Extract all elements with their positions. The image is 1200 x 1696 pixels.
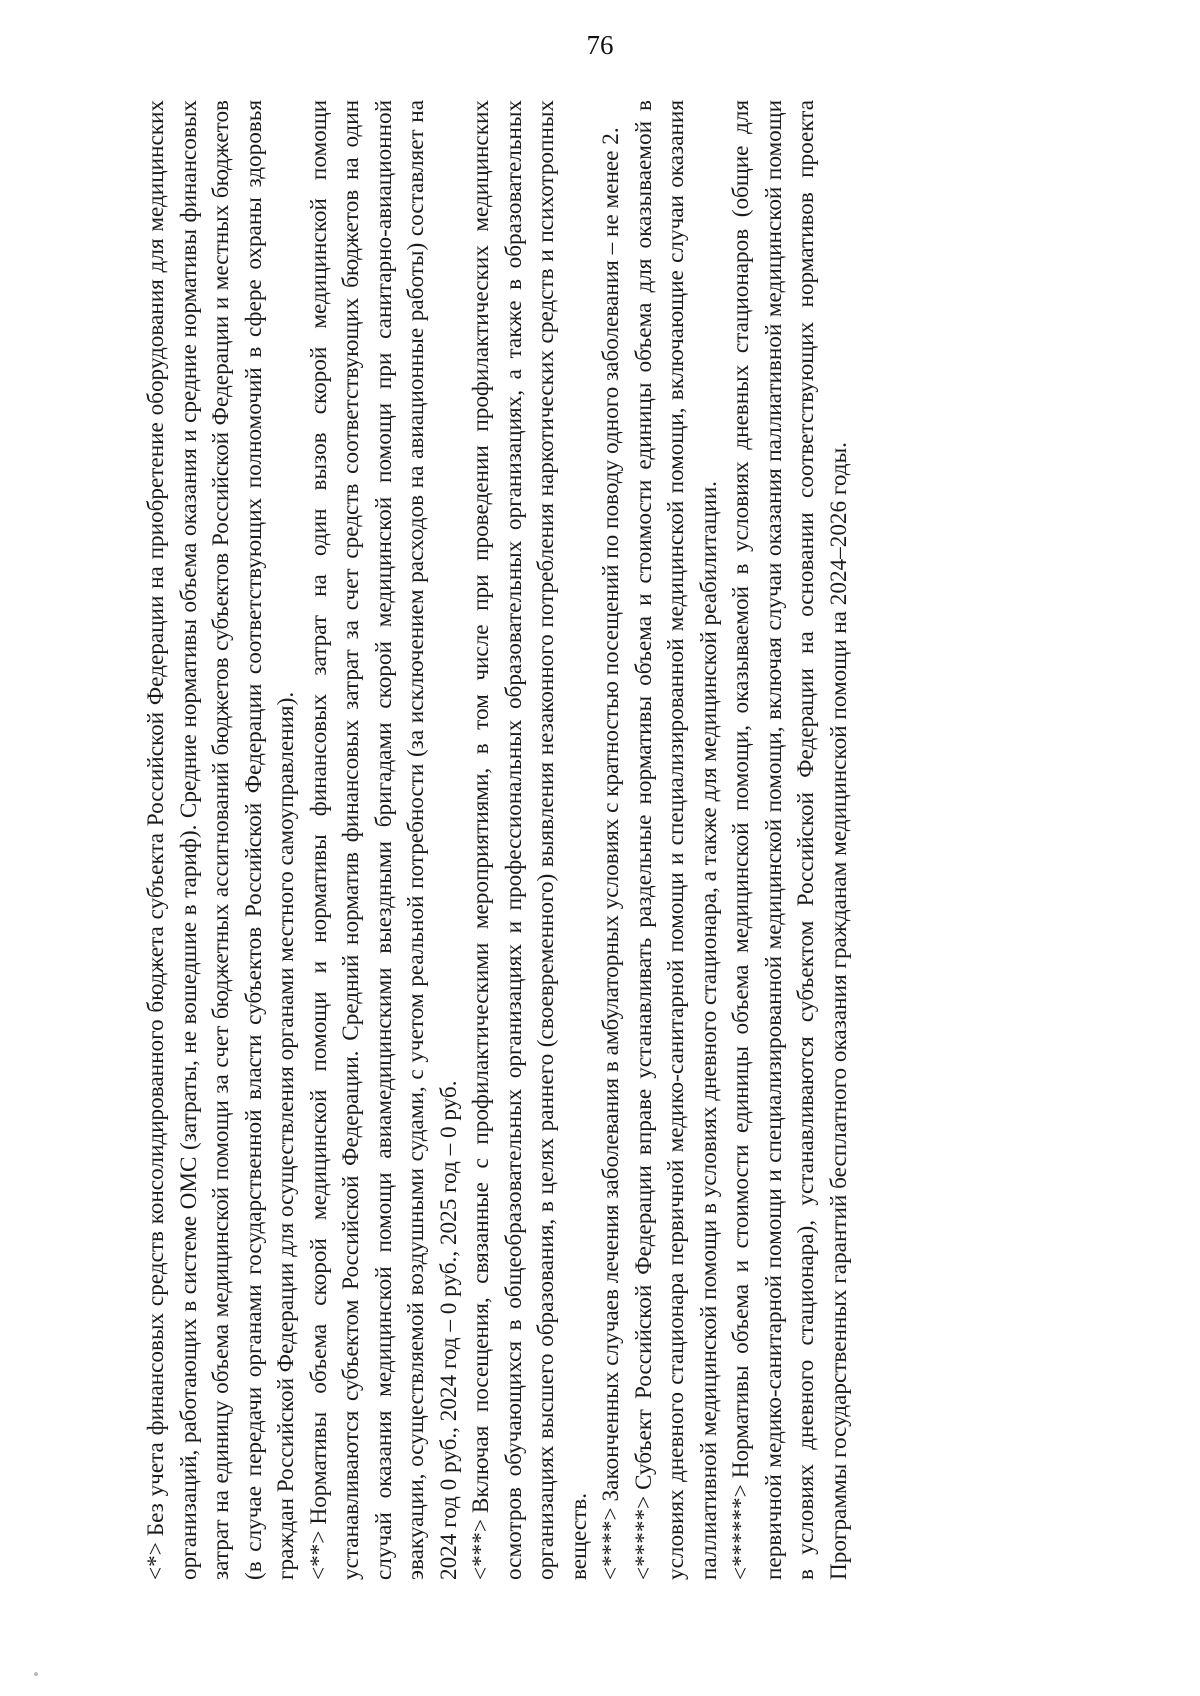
rotated-footnotes-block [140, 100, 1100, 1580]
footnote-marker: <*****> [630, 1495, 657, 1580]
footnote-marker: <******> [728, 1484, 754, 1580]
scan-speck [34, 1672, 38, 1676]
page-number: 76 [586, 30, 614, 60]
footnote-text: Нормативы объема скорой медицинской помощи и нормативы финансовых затрат на один вызов скорой медицинской помощи устанавливаются субъектом Российской Федерации. Средний норматив финансовых затрат за счет средств соответствующих бюджетов на один случай оказания медицинской помощи авиамедицинскими выездными бригадами скорой медицинской помощи при санитарно-авиационной эвакуации, осуществляемой воздушными судами, с учетом реальной потребности (за исключением расходов на авиационные работы) составляет на 2024 год 0 руб., 2024 год – 0 руб., 2025 год – 0 руб. [305, 100, 462, 1580]
footnote-text: Включая посещения, связанные с профилактическими мероприятиями, в том числе при проведении профилактических медицинских осмотров обучающихся в общеобразовательных организациях и профессиональных образовательных организациях, а также в образовательных организациях высшего образования, в целях раннего (своевременного) выявления незаконного потребления наркотических средств и психотропных веществ. [468, 100, 592, 1580]
footnote-6 [725, 100, 855, 1580]
footnote-text: Субъект Российской Федерации вправе устанавливать раздельные нормативы объема и стоимости единицы объема для оказываемой в условиях дневного стационара первичной медико-санитарной помощи и специализированной медицинской помощи, включающие случаи оказания паллиативной медицинской помощи в условиях дневного стационара, а также для медицинской реабилитации. [630, 100, 722, 1580]
footnote-3 [465, 100, 595, 1580]
footnote-4 [595, 100, 628, 1580]
footnote-text: Без учета финансовых средств консолидированного бюджета субъекта Российской Федерации на приобретение оборудования для медицинских организаций, работающих в системе ОМС (затраты, не вошедшие в тариф). Средние нормативы объема оказания и средние нормативы финансовых затрат на единицу объема медицинской помощи за счет бюджетных ассигнований бюджетов субъектов Российской Федерации и местных бюджетов (в случае передачи органами государственной власти субъектов Российской Федерации соответствующих полномочий в сфере охраны здоровья граждан Российской Федерации для осуществления органами местного самоуправления). [143, 100, 299, 1580]
footnote-text: Законченных случаев лечения заболевания в амбулаторных условиях с кратностью посещений по поводу одного заболевания – не менее 2. [598, 127, 624, 1502]
footnotes-list [140, 100, 855, 1580]
footnote-marker: <**> [305, 1530, 332, 1580]
footnote-2 [303, 100, 466, 1580]
footnote-marker: <*> [143, 1542, 169, 1580]
footnote-text: Нормативы объема и стоимости единицы объема медицинской помощи, оказываемой в условиях дневных стационаров (общие для первичной медико-санитарной помощи и специализированной медицинской помощи, включая случаи оказания паллиативной медицинской помощи в условиях дневного стационара), устанавливаются субъектом Российской Федерации на основании соответствующих нормативов проекта Программы государственных гарантий бесплатного оказания гражданам медицинской помощи на 2024–2026 годы. [728, 100, 852, 1580]
footnote-marker: <***> [468, 1519, 494, 1580]
footnote-5 [628, 100, 726, 1580]
footnote-1 [140, 100, 303, 1580]
footnote-marker: <****> [598, 1507, 624, 1580]
